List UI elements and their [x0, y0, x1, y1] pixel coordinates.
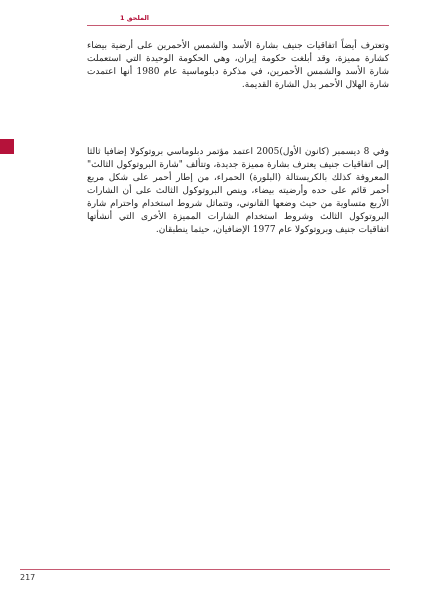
chapter-side-tab: [0, 139, 14, 154]
body-paragraph-1: وتعترف أيضاً اتفاقيات جنيف بشارة الأسد والشمس الأحمرين على أرضية بيضاء كشارة مميزة، وقد أبلغت حكومة إيران، وهي الحكومة الوحيدة التي استعملت شارة الأسد والشمس الأحمرين، في مذكرة دبلوماسية عام 1980 أنها اعتمدت شارة الهلال الأحمر بدل الشارة القديمة.: [87, 41, 390, 90]
footer-divider: [20, 569, 390, 570]
page-number: 217: [20, 573, 36, 582]
chapter-header-label: الملحق 1: [120, 14, 150, 22]
header-divider: [87, 25, 389, 26]
body-paragraph-2: وفي 8 ديسمبر (كانون الأول)2005 اعتمد مؤتمر دبلوماسي بروتوكولا إضافيا ثالثا إلى اتفاقيات جنيف يعترف بشارة مميزة جديدة، وتتألف "شارة البروتوكول الثالث" المعروفة كذلك بالكريستالة (البلورة) الحمراء، من إطار أحمر على شكل مربع أحمر قائم على حده وأرضيته بيضاء، وينص البروتوكول الثالث على أن الشارات الأربع متساوية من حيث وضعها القانوني، وتتماثل شروط استخدام واحترام شارة البروتوكول الثالث وشروط استخدام الشارات المميزة الأخرى التي أنشأتها اتفاقيات جنيف وبروتوكولا عام 1977 الإضافيان، حيثما ينطبقان.: [87, 147, 389, 235]
